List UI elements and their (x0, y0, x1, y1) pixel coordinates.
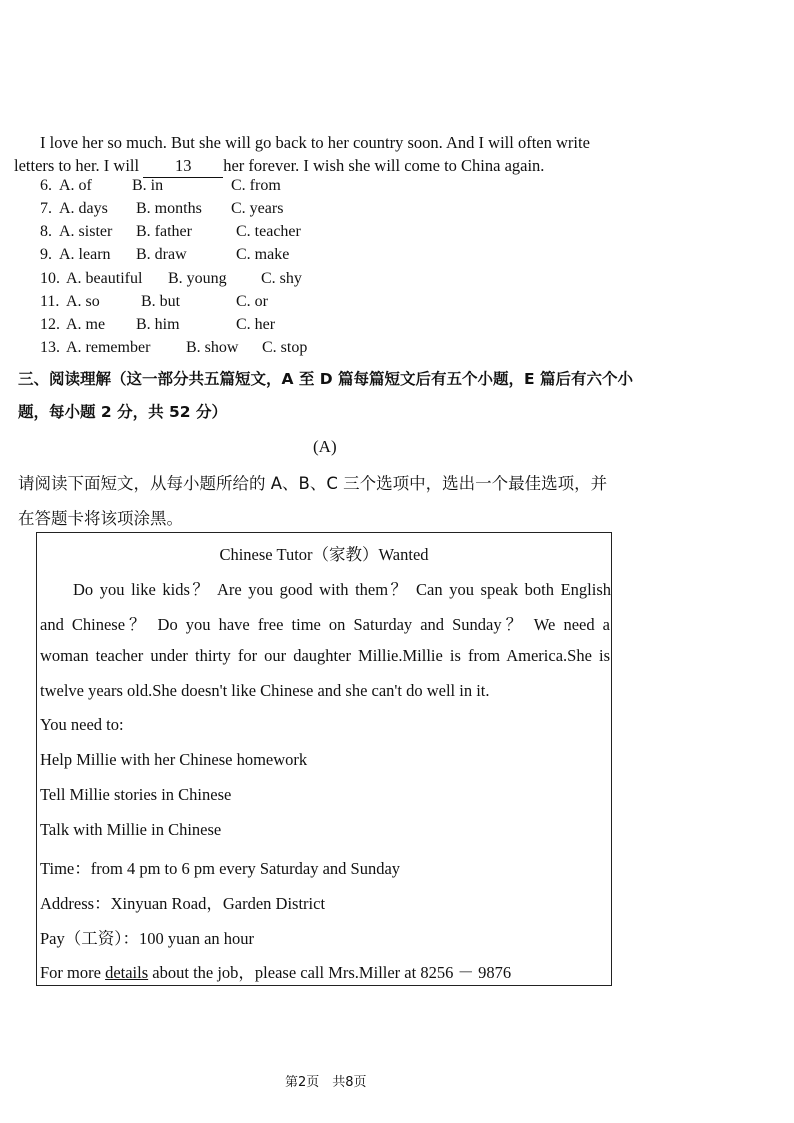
option-a: A. me (66, 316, 106, 333)
you-need-label: You need to: (40, 715, 124, 734)
question-number: 6. (40, 177, 52, 194)
question-number: 9. (40, 246, 52, 263)
option-c: C. her (236, 316, 276, 333)
question-number: 10. (40, 270, 60, 287)
option-a: A. of (59, 177, 92, 194)
ad-title: Chinese Tutor（家教）Wanted (219, 545, 429, 564)
ad-paragraph-line-4: twelve years old.She doesn't like Chinese and she can't do well in it. (40, 681, 490, 700)
contact-text-start: For more (40, 963, 106, 982)
option-c: C. teacher (236, 223, 301, 240)
contact-info (40, 959, 511, 983)
page-number: 第2页 共8页 (285, 1075, 367, 1090)
option-c: C. years (231, 200, 284, 217)
ad-box (36, 532, 612, 986)
option-b: B. draw (136, 246, 187, 263)
task-talk: Talk with Millie in Chinese (40, 820, 222, 839)
passage-line-2-start: letters to her. I will (14, 156, 144, 175)
ad-paragraph-line-2: and Chinese？ Do you have free time on Saturday and Sunday？ We need a (40, 615, 610, 634)
option-b: B. young (168, 270, 227, 287)
question-number: 12. (40, 316, 60, 333)
instruction-line-2: 在答题卡将该项涂黑。 (18, 509, 183, 528)
question-number: 11. (40, 293, 60, 310)
question-number: 8. (40, 223, 52, 240)
option-b: B. father (136, 223, 192, 240)
option-a: A. days (59, 200, 108, 217)
blank-13: 13 (143, 154, 223, 178)
task-stories: Tell Millie stories in Chinese (40, 785, 232, 804)
option-b: B. but (141, 293, 181, 310)
pay-info: Pay（工资）：100 yuan an hour (40, 929, 255, 948)
section-heading-line-1: 三、阅读理解（这一部分共五篇短文，A 至 D 篇每篇短文后有五个小题，E 篇后有六个小 (18, 370, 634, 388)
option-c: C. shy (261, 270, 302, 287)
option-c: C. or (236, 293, 268, 310)
passage-line-2-end: her forever. I wish she will come to China again. (223, 156, 545, 175)
ad-paragraph-line-3: woman teacher under thirty for our daughter Millie.Millie is from America.She is (40, 646, 610, 665)
option-c: C. from (231, 177, 281, 194)
passage-line-2 (14, 154, 544, 178)
option-b: B. him (136, 316, 180, 333)
option-c: C. stop (262, 339, 308, 356)
option-b: B. show (186, 339, 239, 356)
section-heading-line-2: 题，每小题 2 分，共 52 分） (18, 403, 227, 421)
option-c: C. make (236, 246, 290, 263)
task-homework: Help Millie with her Chinese homework (40, 750, 308, 769)
ad-paragraph-line-1: Do you like kids？ Are you good with them？ Can you speak both English (73, 580, 611, 599)
option-a: A. so (66, 293, 100, 310)
part-label: (A) (313, 437, 337, 456)
address-info: Address：Xinyuan Road，Garden District (40, 894, 326, 913)
time-info: Time：from 4 pm to 6 pm every Saturday and Sunday (40, 859, 401, 878)
question-number: 13. (40, 339, 60, 356)
contact-text-end: about the job，please call Mrs.Miller at 8256 － 9876 (148, 963, 512, 982)
option-b: B. months (136, 200, 202, 217)
option-a: A. sister (59, 223, 113, 240)
passage-line-1: I love her so much. But she will go back to her country soon. And I will often write (40, 133, 590, 152)
option-b: B. in (132, 177, 164, 194)
option-a: A. remember (66, 339, 151, 356)
question-number: 7. (40, 200, 52, 217)
option-a: A. learn (59, 246, 111, 263)
details-link: details (105, 963, 149, 982)
instruction-line-1: 请阅读下面短文，从每小题所给的 A、B、C 三个选项中，选出一个最佳选项，并 (18, 474, 608, 493)
option-a: A. beautiful (66, 270, 143, 287)
